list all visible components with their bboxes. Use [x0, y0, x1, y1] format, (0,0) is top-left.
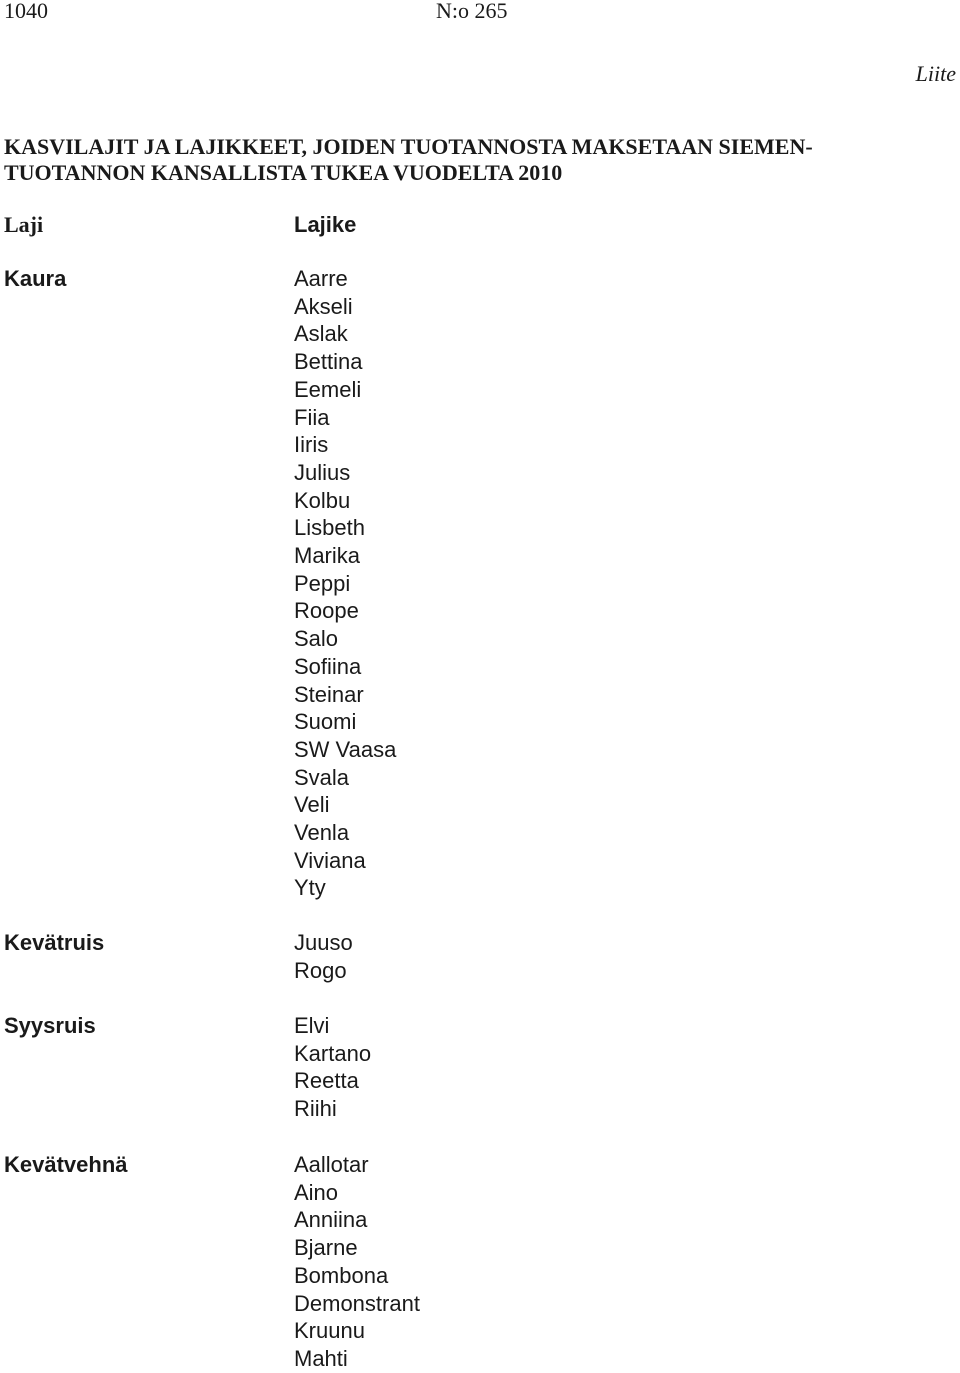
- variety-item: Salo: [294, 626, 339, 652]
- column-header-variety: Lajike: [294, 212, 357, 237]
- variety-item: Sofiina: [294, 653, 362, 679]
- variety-item: Riihi: [294, 1096, 337, 1122]
- variety-item: Bettina: [294, 349, 363, 375]
- variety-item: Aino: [294, 1179, 339, 1205]
- variety-item: Veli: [294, 792, 330, 818]
- variety-item: Marika: [294, 543, 361, 569]
- variety-list-kevatvehna: [294, 1151, 420, 1373]
- variety-item: Roope: [294, 598, 359, 624]
- variety-list-syysruis: [294, 1012, 371, 1123]
- variety-item: Mahti: [294, 1345, 348, 1371]
- variety-item: Rogo: [294, 957, 347, 983]
- variety-item: Julius: [294, 459, 351, 485]
- variety-item: Iiris: [294, 432, 329, 458]
- variety-item: Bjarne: [294, 1235, 358, 1261]
- variety-item: Kolbu: [294, 487, 351, 513]
- variety-item: Juuso: [294, 930, 353, 955]
- variety-item: Suomi: [294, 709, 357, 735]
- document-title: [4, 134, 956, 186]
- variety-item: Svala: [294, 764, 350, 790]
- appendix-label: Liite: [915, 61, 956, 86]
- variety-item: Steinar: [294, 681, 364, 707]
- variety-list-kaura: [294, 265, 396, 902]
- variety-item: Kartano: [294, 1040, 372, 1066]
- variety-item: SW Vaasa: [294, 736, 397, 762]
- variety-item: Bombona: [294, 1262, 389, 1288]
- variety-item: Yty: [294, 875, 326, 901]
- variety-item: Elvi: [294, 1013, 330, 1038]
- species-name-kaura: Kaura: [4, 266, 67, 291]
- page-number: 1040: [4, 0, 48, 23]
- species-name-syysruis: Syysruis: [4, 1013, 96, 1038]
- variety-item: Fiia: [294, 404, 330, 430]
- variety-item: Venla: [294, 820, 350, 846]
- variety-item: Viviana: [294, 847, 366, 873]
- issue-number: N:o 265: [436, 0, 508, 23]
- variety-item: Lisbeth: [294, 515, 365, 541]
- variety-item: Reetta: [294, 1068, 359, 1094]
- variety-item: Aarre: [294, 266, 348, 291]
- variety-item: Aallotar: [294, 1152, 369, 1177]
- variety-item: Akseli: [294, 293, 353, 319]
- variety-item: Aslak: [294, 321, 348, 347]
- variety-item: Kruunu: [294, 1318, 365, 1344]
- variety-item: Eemeli: [294, 376, 362, 402]
- document-title-line-1: KASVILAJIT JA LAJIKKEET, JOIDEN TUOTANNOSTA MAKSETAAN SIEMEN-: [4, 134, 813, 159]
- variety-list-kevatruis: [294, 929, 353, 984]
- species-name-kevatvehna: Kevätvehnä: [4, 1152, 128, 1177]
- document-title-line-2: TUOTANNON KANSALLISTA TUKEA VUODELTA 2010: [4, 160, 563, 185]
- variety-item: Peppi: [294, 570, 351, 596]
- column-header-species: Laji: [4, 212, 44, 237]
- variety-item: Anniina: [294, 1207, 368, 1233]
- species-name-kevatruis: Kevätruis: [4, 930, 105, 955]
- variety-item: Demonstrant: [294, 1290, 420, 1316]
